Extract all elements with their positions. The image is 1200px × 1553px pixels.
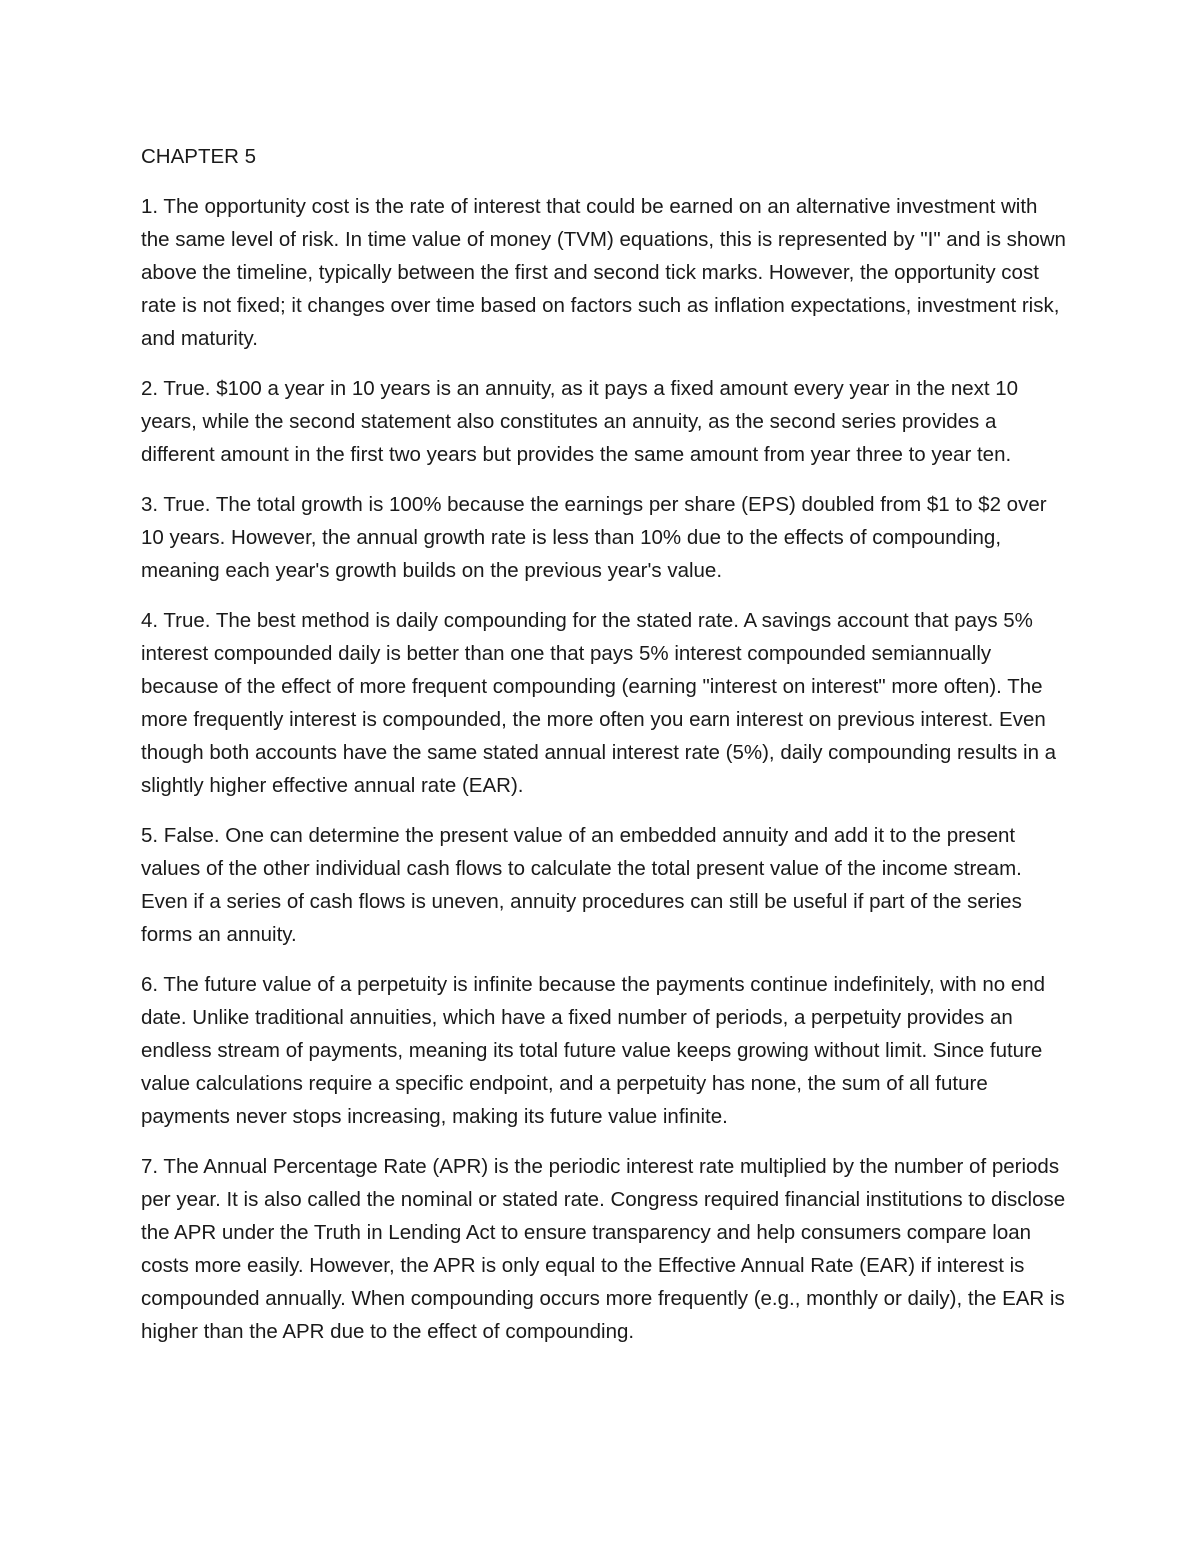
answer-paragraph-6: 6. The future value of a perpetuity is infinite because the payments continue indefinitely, with no end date. Unlike traditional annuities, which have a fixed number of periods, a perpetuity provides an endless stream of payments, meaning its total future value keeps growing without limit. Since future value calculations require a specific endpoint, and a perpetuity has none, the sum of all future payments never stops increasing, making its future value infinite.	[141, 973, 1046, 1128]
answer-paragraph-5: 5. False. One can determine the present value of an embedded annuity and add it to the present values of the other individual cash flows to calculate the total present value of the income stream. Even if a series of cash flows is uneven, annuity procedures can still be useful if part of the series forms an annuity.	[141, 824, 1022, 946]
answer-paragraph-4: 4. True. The best method is daily compounding for the stated rate. A savings account that pays 5% interest compounded daily is better than one that pays 5% interest compounded semiannually because of the effect of more frequent compounding (earning "interest on interest" more often). The more frequently interest is compounded, the more often you earn interest on previous interest. Even though both accounts have the same stated annual interest rate (5%), daily compounding results in a slightly higher effective annual rate (EAR).	[141, 609, 1057, 797]
document-body	[141, 140, 1066, 1365]
answer-paragraph-2: 2. True. $100 a year in 10 years is an annuity, as it pays a fixed amount every year in the next 10 years, while the second statement also constitutes an annuity, as the second series provides a different amount in the first two years but provides the same amount from year three to year ten.	[141, 377, 1019, 466]
answer-paragraph-1: 1. The opportunity cost is the rate of interest that could be earned on an alternative investment with the same level of risk. In time value of money (TVM) equations, this is represented by "I" and is shown above the timeline, typically between the first and second tick marks. However, the opportunity cost rate is not fixed; it changes over time based on factors such as inflation expectations, investment risk, and maturity.	[141, 195, 1066, 350]
chapter-heading: CHAPTER 5	[141, 145, 257, 168]
answer-paragraph-3: 3. True. The total growth is 100% because the earnings per share (EPS) doubled from $1 to $2 over 10 years. However, the annual growth rate is less than 10% due to the effects of compounding, meaning each year's growth builds on the previous year's value.	[141, 493, 1047, 582]
answer-paragraph-7: 7. The Annual Percentage Rate (APR) is the periodic interest rate multiplied by the number of periods per year. It is also called the nominal or stated rate. Congress required financial institutions to disclose the APR under the Truth in Lending Act to ensure transparency and help consumers compare loan costs more easily. However, the APR is only equal to the Effective Annual Rate (EAR) if interest is compounded annually. When compounding occurs more frequently (e.g., monthly or daily), the EAR is higher than the APR due to the effect of compounding.	[141, 1155, 1066, 1343]
